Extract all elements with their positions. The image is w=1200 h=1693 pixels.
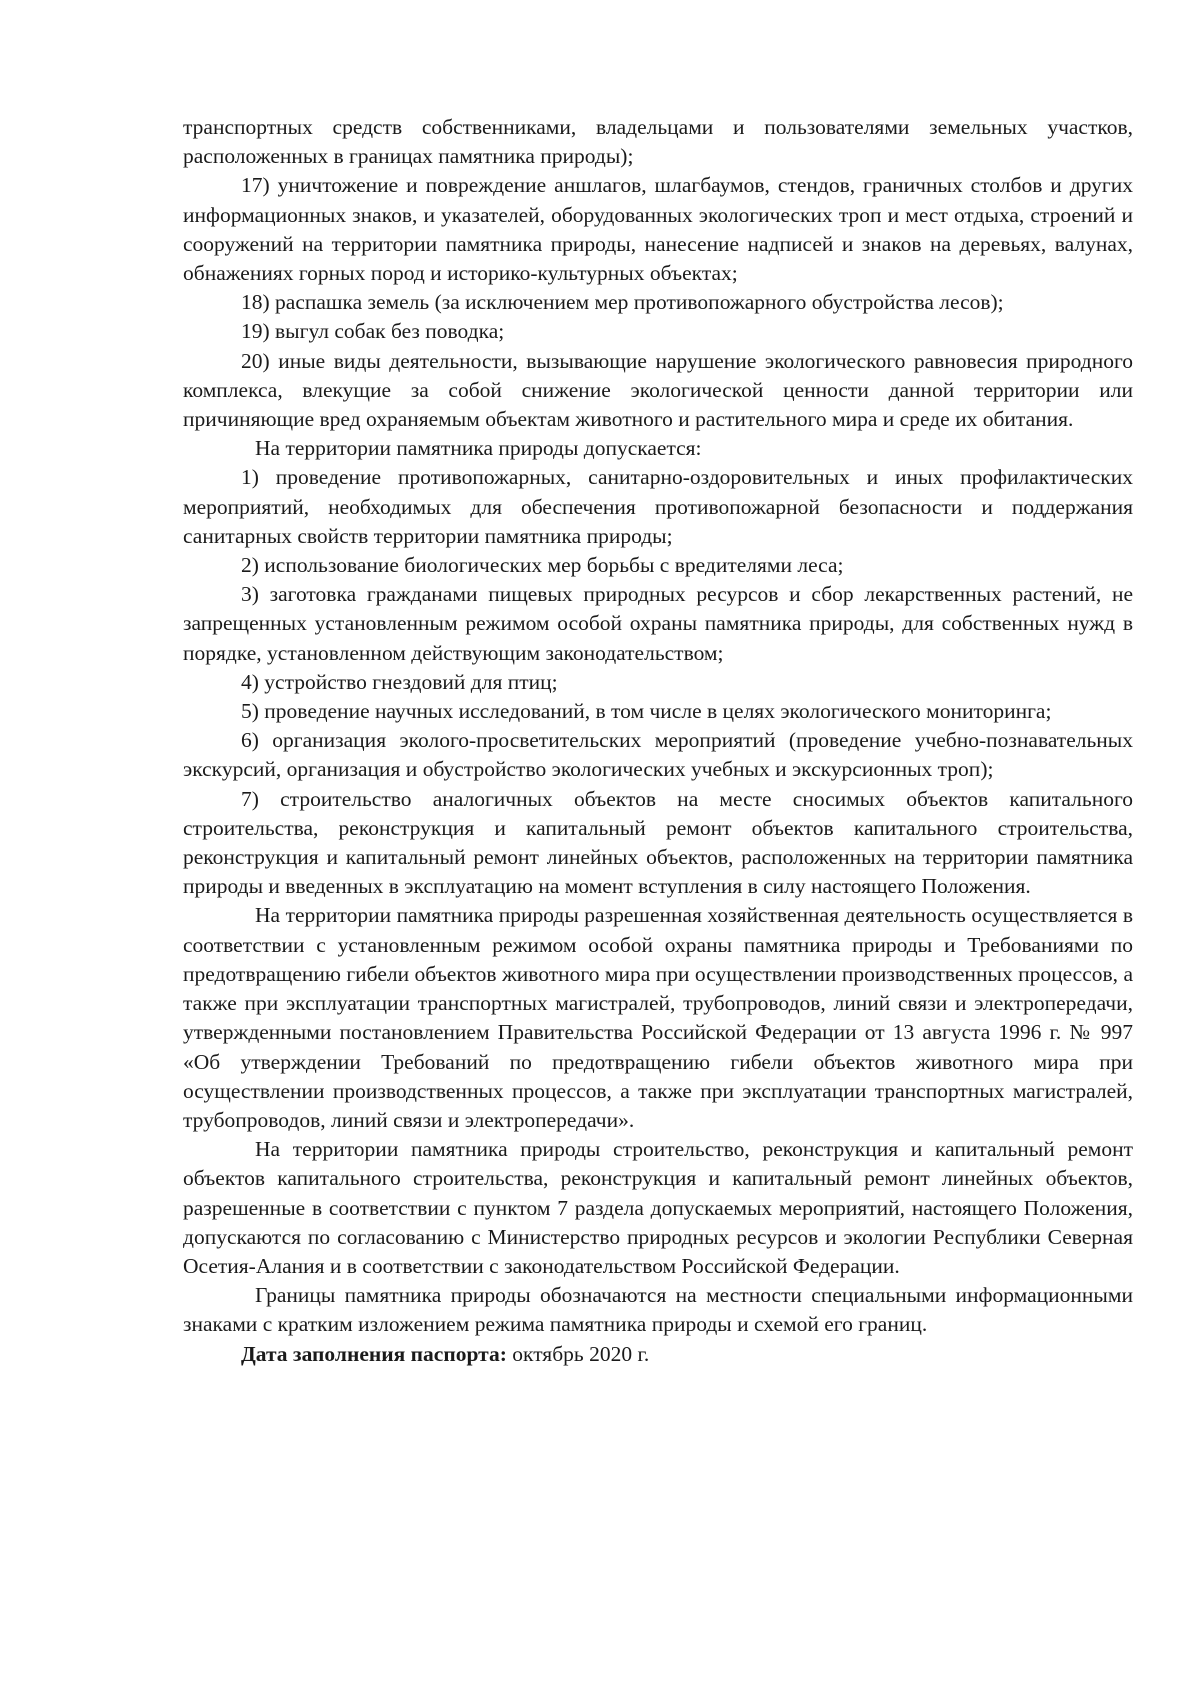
document-body (183, 113, 1133, 1369)
passport-date-value: октябрь 2020 г. (506, 1341, 650, 1366)
paragraph-continuation: транспортных средств собственниками, владельцами и пользователями земельных участков, расположенных в границах памятника природы); (183, 115, 1133, 169)
paragraph-allowed-6: 6) организация эколого-просветительских мероприятий (проведение учебно-познавательных экскурсий, организация и обустройство экологических учебных и экскурсионных троп); (183, 728, 1133, 782)
passport-date-label: Дата заполнения паспорта: (241, 1341, 507, 1366)
paragraph-allowed-1: 1) проведение противопожарных, санитарно-оздоровительных и иных профилактических мероприятий, необходимых для обеспечения противопожарной безопасности и поддержания санитарных свойств территории памятника природы; (183, 465, 1133, 548)
paragraph-item-17: 17) уничтожение и повреждение аншлагов, шлагбаумов, стендов, граничных столбов и других информационных знаков, и указателей, оборудованных экологических троп и мест отдыха, строений и сооружений на территории памятника природы, нанесение надписей и знаков на деревьях, валунах, обнажениях горных пород и историко-культурных объектах; (183, 173, 1133, 286)
paragraph-allowed-5: 5) проведение научных исследований, в том числе в целях экологического мониторинга; (241, 699, 1052, 724)
paragraph-allowed-2: 2) использование биологических мер борьбы с вредителями леса; (241, 553, 844, 578)
paragraph-construction: На территории памятника природы строительство, реконструкция и капитальный ремонт объектов капитального строительства, реконструкция и капитальный ремонт линейных объектов, разрешенные в соответствии с пунктом 7 раздела допускаемых мероприятий, настоящего Положения, допускаются по согласованию с Министерство природных ресурсов и экологии Республики Северная Осетия-Алания и в соответствии с законодательством Российской Федерации. (183, 1137, 1133, 1278)
paragraph-item-20: 20) иные виды деятельности, вызывающие нарушение экологического равновесия природного комплекса, влекущие за собой снижение экологической ценности данной территории или причиняющие вред охраняемым объектам животного и растительного мира и среде их обитания. (183, 348, 1133, 432)
paragraph-item-19: 19) выгул собак без поводка; (241, 319, 505, 344)
paragraph-economic-activity: На территории памятника природы разрешенная хозяйственная деятельность осуществляется в соответствии с установленным режимом особой охраны памятника природы и Требованиями по предотвращению гибели объектов животного мира при осуществлении производственных процессов, а также при эксплуатации транспортных магистралей, трубопроводов, линий связи и электропередачи, утвержденными постановлением Правительства Российской Федерации от 13 августа 1996 г. № 997 «Об утверждении Требований по предотвращению гибели объектов животного мира при осуществлении производственных процессов, а также при эксплуатации транспортных магистралей, трубопроводов, линий связи и электропередачи». (183, 903, 1133, 1132)
paragraph-allowed-heading: На территории памятника природы допускается: (255, 436, 702, 461)
passport-date-line (183, 1340, 1133, 1369)
paragraph-allowed-7: 7) строительство аналогичных объектов на месте сносимых объектов капитального строительства, реконструкция и капитальный ремонт объектов капитального строительства, реконструкция и капитальный ремонт линейных объектов, расположенных на территории памятника природы и введенных в эксплуатацию на момент вступления в силу настоящего Положения. (183, 786, 1133, 899)
paragraph-item-18: 18) распашка земель (за исключением мер противопожарного обустройства лесов); (241, 290, 1004, 315)
paragraph-allowed-4: 4) устройство гнездовий для птиц; (241, 669, 558, 694)
paragraph-boundaries: Границы памятника природы обозначаются на местности специальными информационными знаками с кратким изложением режима памятника природы и схемой его границ. (183, 1283, 1133, 1337)
paragraph-allowed-3: 3) заготовка гражданами пищевых природных ресурсов и сбор лекарственных растений, не запрещенных установленным режимом особой охраны памятника природы, для собственных нужд в порядке, установленном действующим законодательством; (183, 582, 1133, 665)
